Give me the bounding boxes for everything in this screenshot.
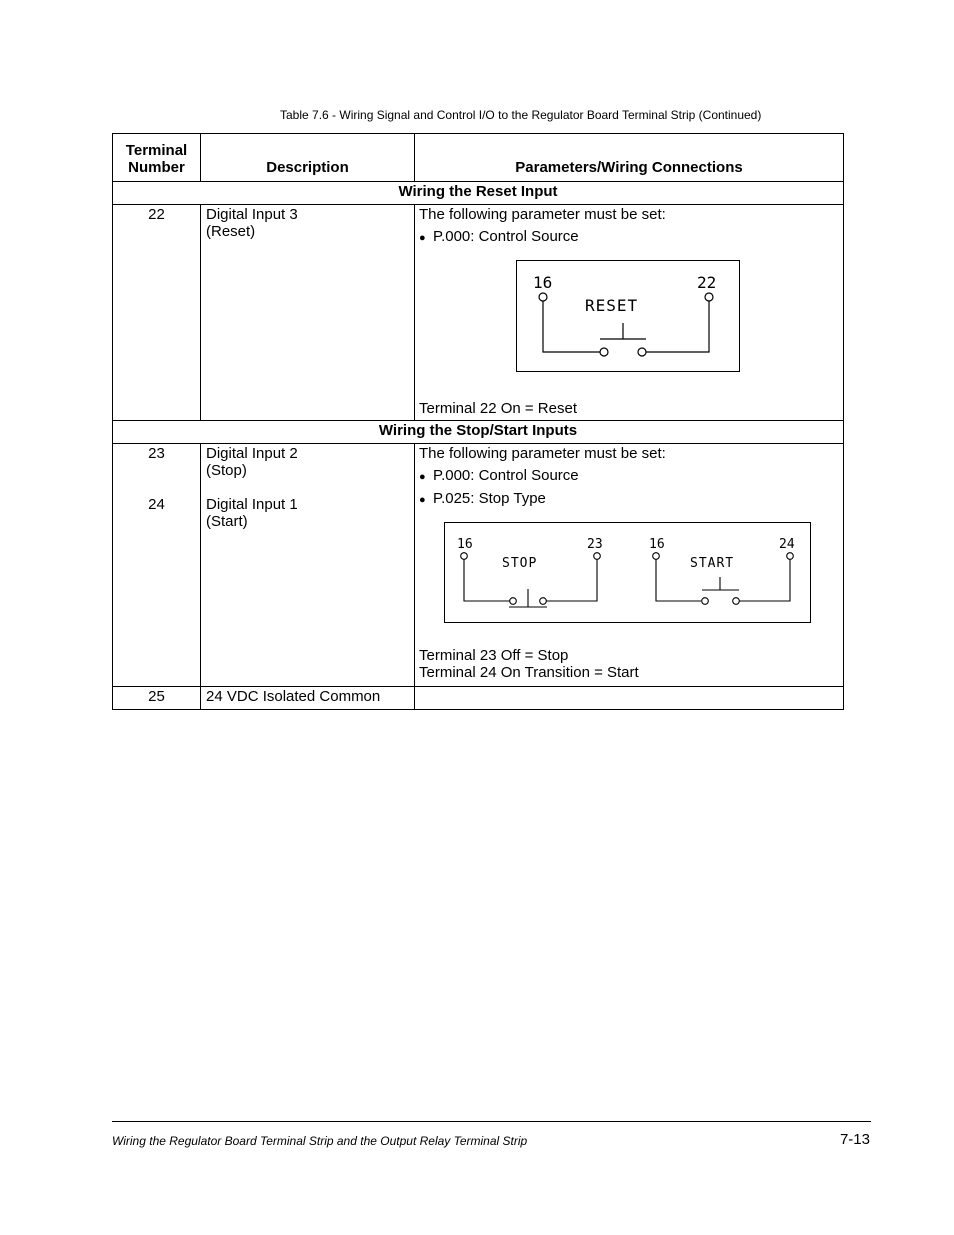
table-row-22 — [113, 205, 844, 421]
start-left-terminal-label: 16 — [649, 537, 665, 552]
start-contact-left — [702, 598, 709, 605]
section-row-stopstart — [113, 421, 844, 444]
parameters-22-intro: The following parameter must be set: — [419, 206, 666, 223]
header-parameters: Parameters/Wiring Connections — [415, 134, 844, 182]
reset-contact-left — [600, 348, 608, 356]
header-terminal-line2: Number — [128, 159, 185, 176]
start-contact-right — [733, 598, 740, 605]
parameters-23-bullet1-text: P.000: Control Source — [433, 467, 579, 484]
description-23-line1: Digital Input 2 — [206, 445, 298, 462]
footer-title: Wiring the Regulator Board Terminal Strip and the Output Relay Terminal Strip — [112, 1134, 528, 1148]
header-description: Description — [201, 134, 415, 182]
stop-right-terminal-label: 23 — [587, 537, 603, 552]
description-22-line2: (Reset) — [206, 223, 256, 240]
parameters-23-intro: The following parameter must be set: — [419, 445, 666, 462]
parameters-23-bullet1 — [419, 467, 843, 486]
terminal-number-22: 22 — [113, 205, 201, 421]
page-number: 7-13 — [839, 1131, 870, 1148]
table-row-25 — [113, 687, 844, 710]
reset-left-terminal-label: 16 — [533, 273, 553, 292]
parameters-23-note2: Terminal 24 On Transition = Start — [419, 664, 639, 681]
parameters-23-bullet2 — [419, 490, 843, 509]
parameters-22-note: Terminal 22 On = Reset — [419, 400, 577, 417]
reset-terminal-16-circle — [539, 293, 547, 301]
reset-wiring-svg — [517, 261, 739, 371]
stop-start-wiring-diagram — [444, 522, 811, 623]
terminal-number-25: 25 — [113, 687, 201, 710]
start-right-wire — [739, 559, 790, 601]
parameters-23-bullet2-text: P.025: Stop Type — [433, 490, 546, 507]
description-22-line1: Digital Input 3 — [206, 206, 298, 223]
terminal-number-24: 24 — [148, 496, 165, 513]
start-right-terminal-label: 24 — [779, 537, 795, 552]
stop-contact-left — [510, 598, 517, 605]
header-terminal-number — [113, 134, 201, 182]
parameters-23-notes — [419, 647, 639, 681]
description-25: 24 VDC Isolated Common — [201, 687, 415, 710]
bullet-dot-icon: ● — [419, 232, 426, 244]
description-23-24 — [201, 444, 415, 687]
section-row-reset — [113, 182, 844, 205]
description-22 — [201, 205, 415, 421]
reset-switch-label: RESET — [585, 296, 639, 315]
reset-right-terminal-label: 22 — [697, 273, 717, 292]
stop-left-terminal-label: 16 — [457, 537, 473, 552]
wiring-table — [112, 133, 844, 710]
header-terminal-line1: Terminal — [125, 142, 188, 159]
description-24-line2: (Start) — [206, 513, 248, 530]
reset-terminal-22-circle — [705, 293, 713, 301]
parameters-23-note1: Terminal 23 Off = Stop — [419, 647, 569, 664]
stop-terminal-16-circle — [461, 553, 468, 560]
description-23-line2: (Stop) — [206, 462, 247, 479]
parameters-22 — [415, 205, 844, 421]
bullet-dot-icon: ● — [419, 471, 426, 483]
start-terminal-24-circle — [787, 553, 794, 560]
stop-start-wiring-svg — [445, 523, 810, 622]
start-terminal-16-circle — [653, 553, 660, 560]
parameters-22-bullet-text: P.000: Control Source — [433, 228, 579, 245]
section-title-stopstart: Wiring the Stop/Start Inputs — [113, 421, 844, 444]
parameters-25 — [415, 687, 844, 710]
stop-contact-right — [540, 598, 547, 605]
reset-wiring-diagram — [516, 260, 740, 372]
reset-contact-right — [638, 348, 646, 356]
parameters-22-bullet — [419, 228, 843, 247]
reset-right-wire — [646, 301, 709, 352]
footer-divider — [112, 1121, 871, 1122]
start-switch-label: START — [690, 556, 735, 571]
stop-terminal-23-circle — [594, 553, 601, 560]
stop-right-wire — [546, 559, 597, 601]
table-row-23-24 — [113, 444, 844, 687]
terminal-number-23: 23 — [148, 445, 165, 462]
parameters-23-24 — [415, 444, 844, 687]
terminal-numbers-23-24 — [113, 444, 201, 687]
section-title-reset: Wiring the Reset Input — [113, 182, 844, 205]
stop-switch-label: STOP — [502, 556, 538, 571]
bullet-dot-icon: ● — [419, 494, 426, 506]
header-row — [113, 134, 844, 182]
description-24-line1: Digital Input 1 — [206, 496, 298, 513]
table-caption: Table 7.6 - Wiring Signal and Control I/O to the Regulator Board Terminal Strip (Continued) — [280, 108, 762, 122]
